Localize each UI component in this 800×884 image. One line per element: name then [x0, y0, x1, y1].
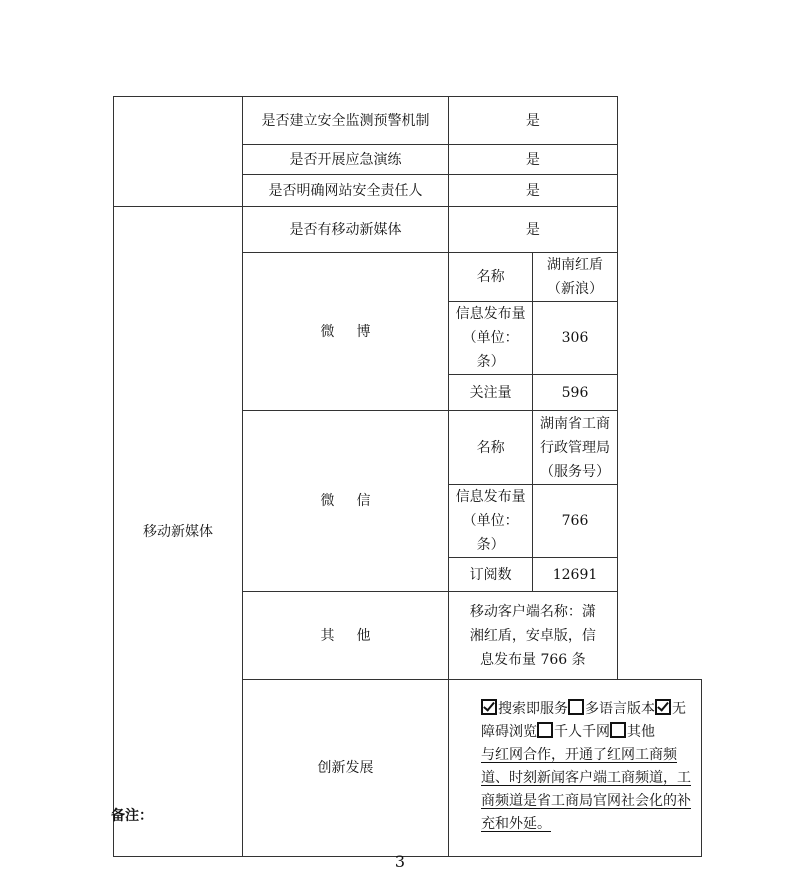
option-personalization[interactable]: 千人千网: [537, 724, 610, 740]
option-accessibility[interactable]: 无障碍浏览: [481, 701, 686, 740]
q-security-owner: 是否明确网站安全责任人: [243, 175, 449, 207]
q-emergency-drill: 是否开展应急演练: [243, 145, 449, 175]
checked-box-icon: [481, 699, 497, 715]
q-has-mobile-media: 是否有移动新媒体: [243, 207, 449, 253]
weixin-subs-value: 12691: [533, 558, 617, 592]
info-table: [113, 96, 702, 857]
weibo-follow-value: 596: [533, 375, 617, 411]
weixin-name-label: 名称: [449, 411, 533, 485]
option-other[interactable]: 其他: [610, 724, 655, 740]
a-security-owner: 是: [449, 175, 618, 207]
q-security-monitoring: 是否建立安全监测预警机制: [243, 97, 449, 145]
weixin-posts-label: 信息发布量（单位：条）: [449, 485, 533, 558]
innovation-content: [449, 680, 702, 857]
a-emergency-drill: 是: [449, 145, 618, 175]
other-value: 移动客户端名称：潇湘红盾，安卓版，信息发布量 766 条: [449, 592, 618, 680]
a-has-mobile-media: 是: [449, 207, 618, 253]
option-multilingual[interactable]: 多语言版本: [568, 701, 655, 717]
other-label: 其 他: [243, 592, 449, 680]
unchecked-box-icon: [537, 722, 553, 738]
note-label: 备注：: [111, 808, 153, 824]
weixin-posts-value: 766: [533, 485, 617, 558]
weibo-label: 微 博: [243, 253, 449, 411]
weixin-name-value: 湖南省工商行政管理局（服务号）: [533, 411, 617, 485]
weixin-subs-label: 订阅数: [449, 558, 533, 592]
option-search-service[interactable]: 搜索即服务: [481, 701, 568, 717]
unchecked-box-icon: [568, 699, 584, 715]
innovation-other-text: 与红网合作，开通了红网工商频道、时刻新闻客户端工商频道，工商频道是省工商局官网社会化的补充和外延。: [481, 747, 691, 832]
blank-cell: [114, 97, 243, 207]
unchecked-box-icon: [610, 722, 626, 738]
weibo-posts-label: 信息发布量（单位：条）: [449, 302, 533, 375]
mobile-section-label: 移动新媒体: [114, 207, 243, 857]
weibo-name-value: 湖南红盾（新浪）: [533, 253, 617, 302]
page-number: 3: [394, 852, 406, 871]
weibo-posts-value: 306: [533, 302, 617, 375]
innovation-options: [481, 701, 686, 740]
checked-box-icon: [655, 699, 671, 715]
weibo-follow-label: 关注量: [449, 375, 533, 411]
weixin-label: 微 信: [243, 411, 449, 592]
weibo-name-label: 名称: [449, 253, 533, 302]
innovation-label: 创新发展: [243, 680, 449, 857]
a-security-monitoring: 是: [449, 97, 618, 145]
